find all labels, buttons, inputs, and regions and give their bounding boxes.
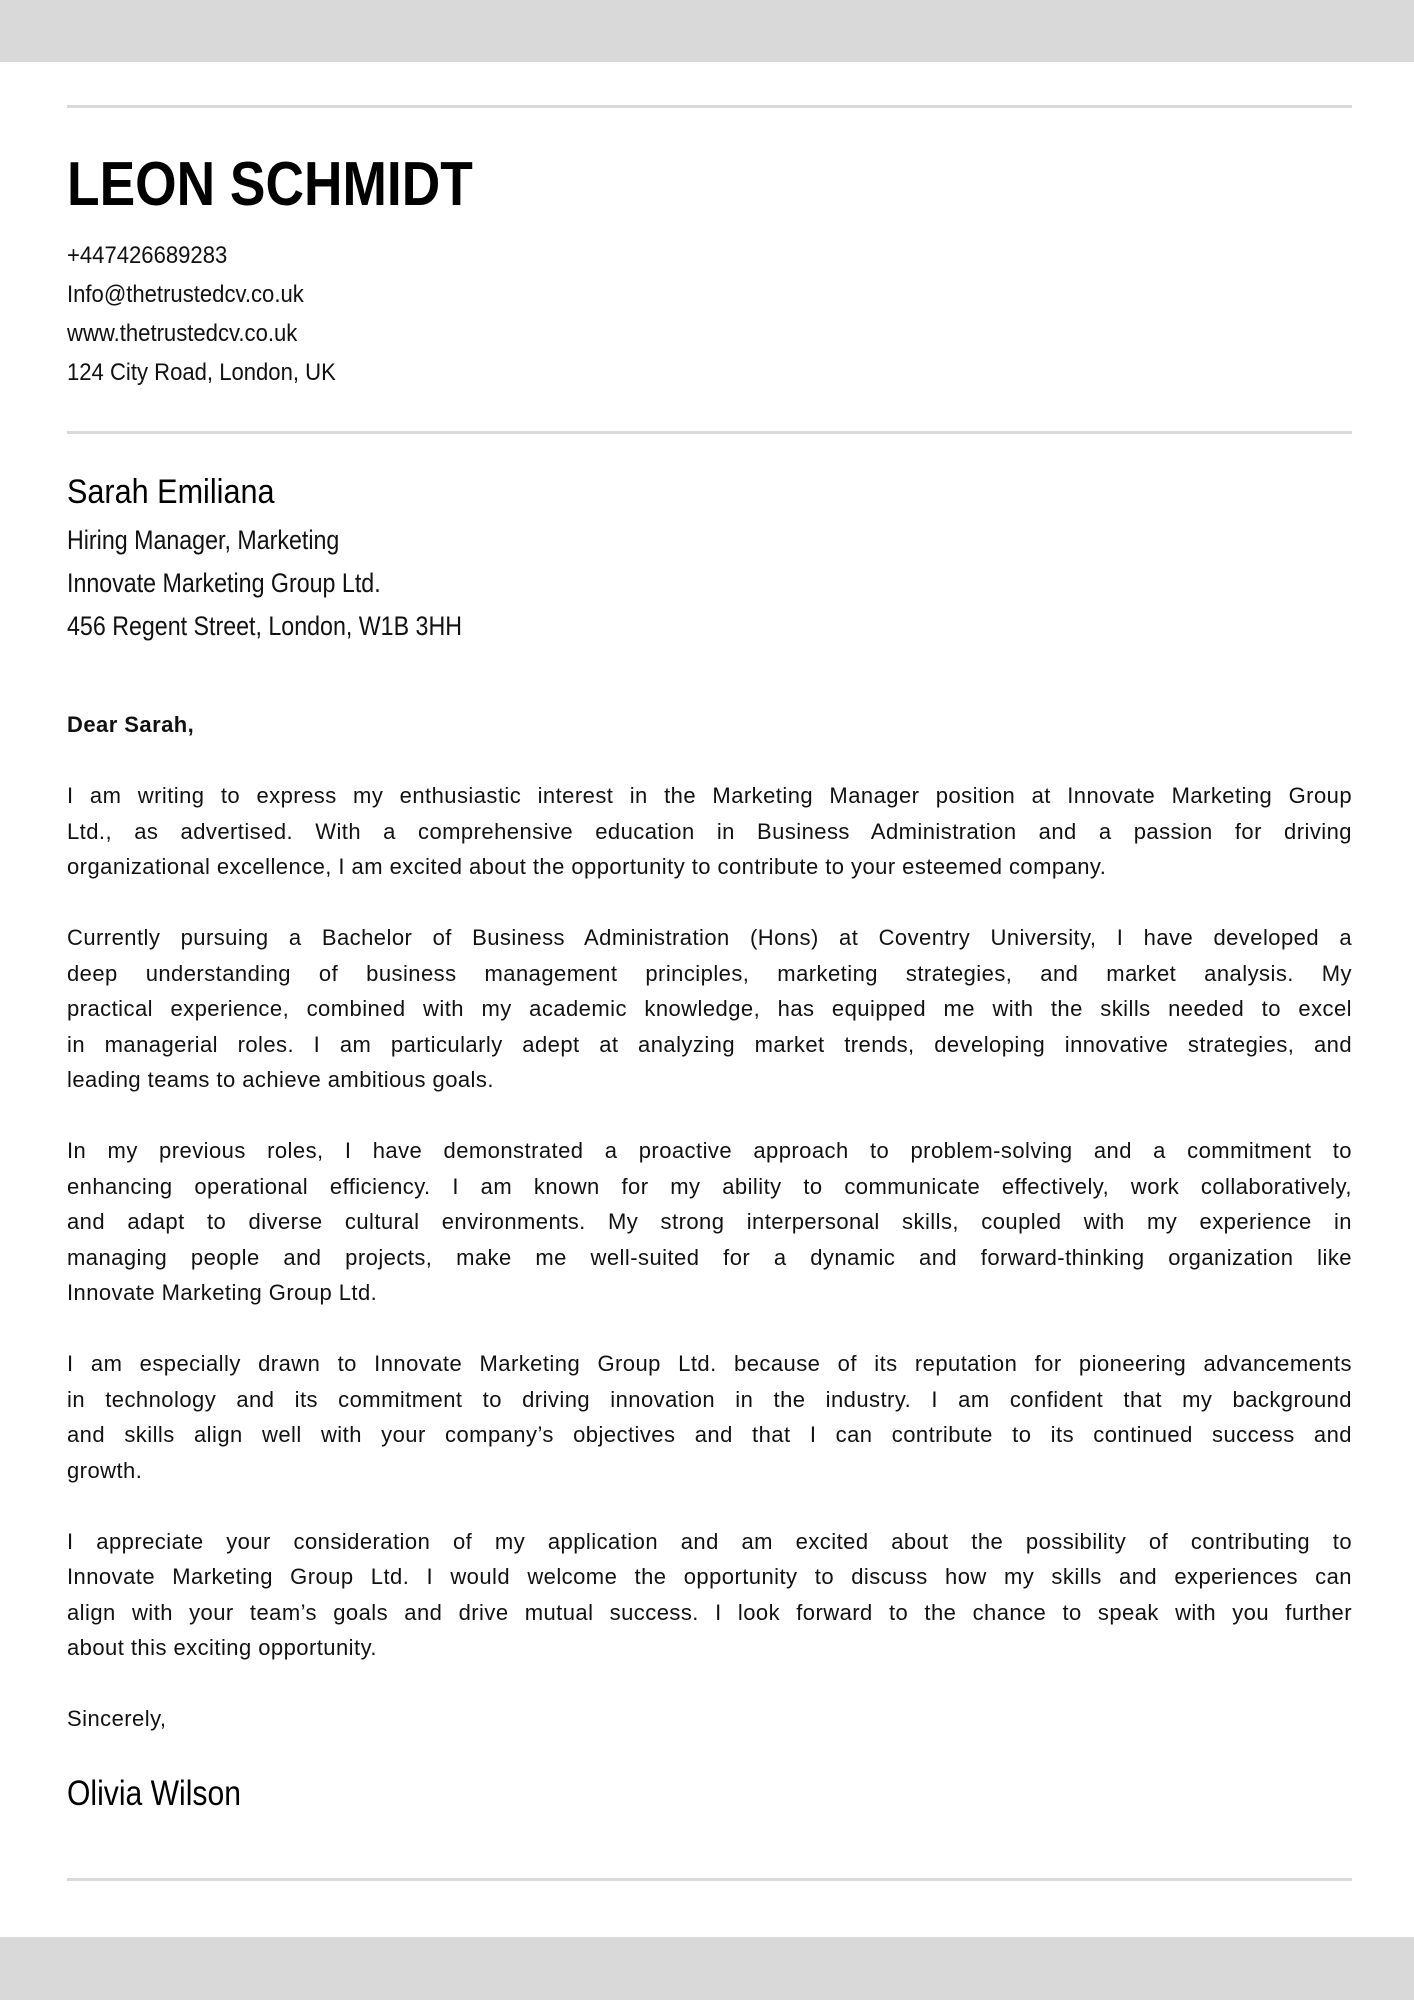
sender-name: LEON SCHMIDT	[67, 150, 473, 219]
sender-email: Info@thetrustedcv.co.uk	[67, 281, 304, 308]
paragraph-line: Ltd., as advertised. With a comprehensive education in Business Administration and a passion for driving	[67, 818, 1352, 844]
closing: Sincerely,	[67, 1706, 167, 1731]
paragraph-line: and adapt to diverse cultural environments. My strong interpersonal skills, coupled with my experience in	[67, 1209, 1352, 1234]
page-top-band	[0, 0, 1414, 62]
paragraph-line: In my previous roles, I have demonstrated a proactive approach to problem-solving and a commitment to	[67, 1138, 1352, 1163]
paragraph-line: organizational excellence, I am excited about the opportunity to contribute to your esteemed company.	[67, 854, 1107, 879]
sender-contact-block	[67, 236, 336, 392]
letter-paragraphs	[67, 778, 1352, 1666]
paragraph-line: deep understanding of business management principles, marketing strategies, and market analysis. My	[67, 960, 1352, 986]
salutation: Dear Sarah,	[67, 712, 195, 737]
recipient-block	[67, 519, 462, 648]
paragraph-line: enhancing operational efficiency. I am known for my ability to communicate effectively, work collaboratively,	[67, 1173, 1352, 1199]
page-bottom-band	[0, 1937, 1414, 2000]
body-paragraph	[67, 1346, 1352, 1488]
paragraph-line: Innovate Marketing Group Ltd. I would welcome the opportunity to discuss how my skills and experiences can	[67, 1564, 1352, 1589]
paragraph-line: in technology and its commitment to driving innovation in the industry. I am confident that my background	[67, 1386, 1352, 1412]
paragraph-line: I am writing to express my enthusiastic interest in the Marketing Manager position at Innovate Marketing Group	[67, 783, 1352, 808]
paragraph-line: and skills align well with your company’s objectives and that I can contribute to its continued success and	[67, 1422, 1352, 1447]
header-bottom-divider	[67, 431, 1352, 434]
letter-body	[67, 707, 1352, 1737]
body-paragraph	[67, 1133, 1352, 1311]
signature-name: Olivia Wilson	[67, 1774, 241, 1813]
recipient-address: 456 Regent Street, London, W1B 3HH	[67, 611, 462, 641]
recipient-company: Innovate Marketing Group Ltd.	[67, 568, 381, 598]
sender-address: 124 City Road, London, UK	[67, 359, 336, 386]
paragraph-line: align with your team’s goals and drive mutual success. I look forward to the chance to speak with you further	[67, 1599, 1352, 1625]
paragraph-line: managing people and projects, make me well-suited for a dynamic and forward-thinking organization like	[67, 1244, 1352, 1270]
recipient-title: Hiring Manager, Marketing	[67, 525, 340, 555]
paragraph-line: I appreciate your consideration of my application and am excited about the possibility of contributing to	[67, 1528, 1352, 1554]
paragraph-line: growth.	[67, 1457, 143, 1483]
paragraph-line: Innovate Marketing Group Ltd.	[67, 1280, 378, 1305]
paragraph-line: Currently pursuing a Bachelor of Business Administration (Hons) at Coventry University, I have developed a	[67, 925, 1352, 950]
paragraph-line: about this exciting opportunity.	[67, 1635, 377, 1660]
header-top-divider	[67, 105, 1352, 108]
body-paragraph	[67, 778, 1352, 885]
paragraph-line: in managerial roles. I am particularly adept at analyzing market trends, developing innovative strategies, and	[67, 1031, 1352, 1057]
paragraph-line: I am especially drawn to Innovate Marketing Group Ltd. because of its reputation for pioneering advancements	[67, 1351, 1352, 1376]
body-paragraph	[67, 920, 1352, 1098]
paragraph-line: practical experience, combined with my academic knowledge, has equipped me with the skills needed to excel	[67, 996, 1352, 1021]
footer-divider	[67, 1878, 1352, 1881]
sender-phone: +447426689283	[67, 242, 228, 269]
sender-website: www.thetrustedcv.co.uk	[67, 320, 298, 347]
paragraph-line: leading teams to achieve ambitious goals.	[67, 1067, 494, 1092]
body-paragraph	[67, 1524, 1352, 1666]
recipient-name: Sarah Emiliana	[67, 473, 275, 511]
